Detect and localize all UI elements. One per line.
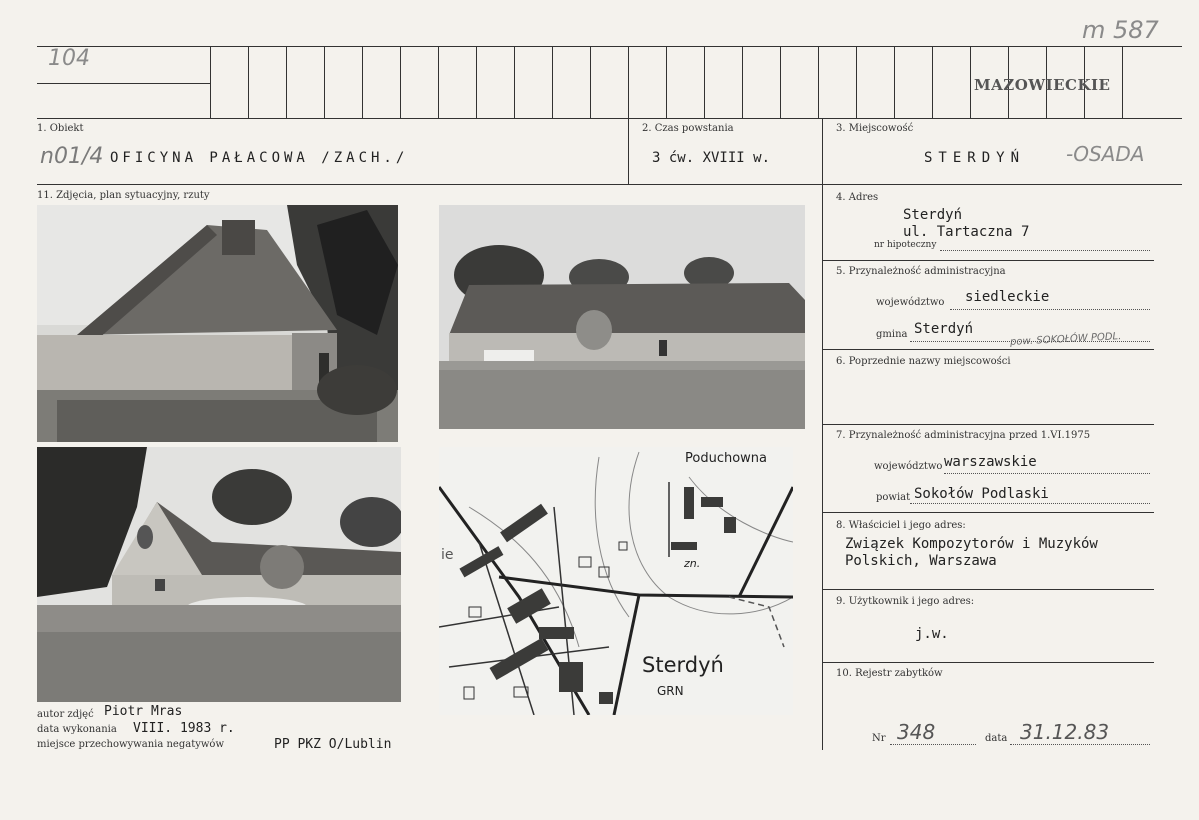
owner-label: 8. Właściciel i jego adres: bbox=[836, 520, 966, 531]
pre1975-county-value: Sokołów Podlaski bbox=[914, 486, 1049, 502]
map-label-mark: zn. bbox=[684, 557, 701, 570]
previous-names-label: 6. Poprzednie nazwy miejscowości bbox=[836, 356, 1011, 367]
commune-label: gmina bbox=[876, 329, 908, 340]
address-line1: Sterdyń bbox=[903, 207, 963, 223]
map-label-village: Sterdyń bbox=[642, 653, 724, 677]
header-top-line bbox=[37, 46, 1182, 47]
object-label: 1. Obiekt bbox=[37, 123, 84, 134]
user-value: j.w. bbox=[915, 626, 949, 642]
county-note: pow. SOKOŁÓW PODL. bbox=[1009, 331, 1122, 348]
address-label: 4. Adres bbox=[836, 192, 879, 203]
map-label-admin: GRN bbox=[657, 684, 684, 698]
construction-time: 3 ćw. XVIII w. bbox=[652, 150, 771, 166]
address-line2: ul. Tartaczna 7 bbox=[903, 224, 1030, 240]
commune-value: Sterdyń bbox=[914, 321, 974, 337]
register-date-value: 31.12.83 bbox=[1020, 720, 1110, 744]
date-taken-value: VIII. 1983 r. bbox=[133, 721, 235, 736]
pre1975-voivodeship-value: warszawskie bbox=[944, 454, 1037, 470]
site-plan-map bbox=[439, 447, 793, 715]
region-stamp: MAZOWIECKIE bbox=[974, 76, 1111, 94]
locality-note: -OSADA bbox=[1066, 142, 1145, 166]
voivodeship-label: województwo bbox=[876, 297, 945, 308]
card-number: 104 bbox=[48, 46, 90, 71]
locality-name: STERDYŃ bbox=[924, 150, 1026, 166]
owner-line2: Polskich, Warszawa bbox=[845, 553, 997, 569]
header-bottom-line bbox=[37, 118, 1182, 119]
negatives-storage-value: PP PKZ O/Lublin bbox=[274, 737, 392, 752]
pre1975-voivodeship-label: województwo bbox=[874, 461, 943, 472]
right-column-divider bbox=[822, 118, 823, 750]
date-taken-label: data wykonania bbox=[37, 724, 117, 735]
photos-label: 11. Zdjęcia, plan sytuacyjny, rzuty bbox=[37, 190, 210, 201]
negatives-storage-label: miejsce przechowywania negatywów bbox=[37, 739, 224, 750]
user-label: 9. Użytkownik i jego adres: bbox=[836, 596, 975, 607]
locality-label: 3. Miejscowość bbox=[836, 123, 914, 134]
object-code: n01/4 bbox=[40, 144, 104, 169]
map-label-place: Poduchowna bbox=[685, 451, 767, 466]
construction-time-label: 2. Czas powstania bbox=[642, 123, 734, 134]
photo-gable-building bbox=[37, 447, 401, 702]
map-label-edge: ie bbox=[441, 547, 454, 563]
register-label: 10. Rejestr zabytków bbox=[836, 668, 943, 679]
author-label: autor zdjęć bbox=[37, 709, 94, 720]
register-nr-label: Nr bbox=[872, 733, 886, 744]
mortgage-label: nr hipoteczny bbox=[874, 240, 937, 250]
owner-line1: Związek Kompozytorów i Muzyków bbox=[845, 536, 1098, 552]
register-date-label: data bbox=[985, 733, 1008, 744]
register-nr-value: 348 bbox=[897, 720, 936, 744]
voivodeship-value: siedleckie bbox=[965, 289, 1050, 305]
header-mid-line bbox=[37, 83, 210, 84]
object-name: OFICYNA PAŁACOWA /ZACH./ bbox=[110, 150, 409, 166]
pre1975-affiliation-label: 7. Przynależność administracyjna przed 1.VI.1975 bbox=[836, 430, 1091, 441]
pre1975-county-label: powiat bbox=[876, 492, 911, 503]
photo-long-building bbox=[439, 205, 805, 429]
photo-building-corner bbox=[37, 205, 398, 442]
admin-affiliation-label: 5. Przynależność administracyjna bbox=[836, 266, 1006, 277]
author-value: Piotr Mras bbox=[104, 704, 183, 719]
catalog-number: m 587 bbox=[1082, 16, 1159, 44]
